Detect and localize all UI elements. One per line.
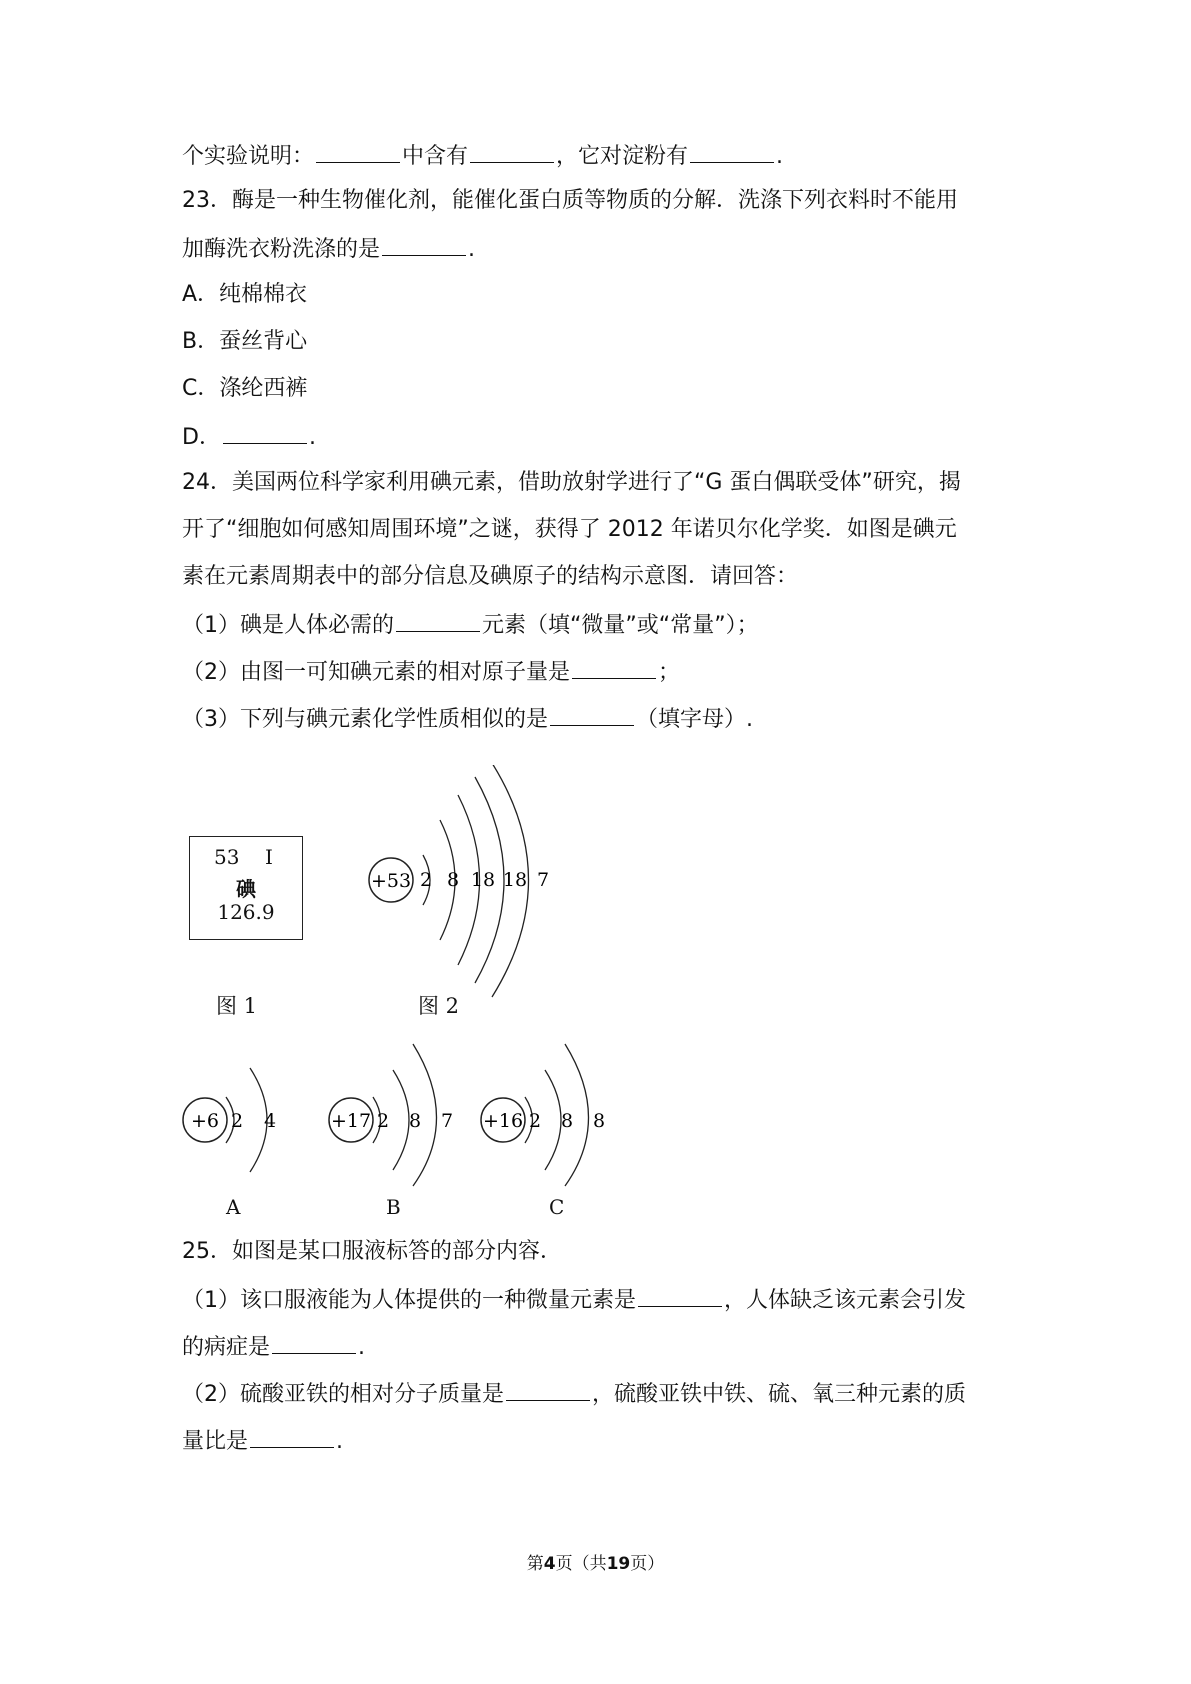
q22-text: .: [776, 144, 784, 169]
q25-part2-line1: [182, 1378, 966, 1410]
q24-stem-line2: 开了“细胞如何感知周围环境”之谜，获得了 2012 年诺贝尔化学奖．如图是碘元: [182, 517, 957, 542]
footer-text: 页）: [630, 1554, 665, 1574]
answer-blank: [250, 1425, 334, 1448]
nucleus-charge: +17: [330, 1110, 372, 1132]
answer-blank: [272, 1331, 356, 1354]
answer-blank: [572, 656, 656, 679]
figure-2-atom-diagram: [360, 765, 570, 1015]
q25-text: ，人体缺乏该元素会引发: [724, 1288, 967, 1313]
q24-part3: [182, 703, 753, 735]
atom-c-diagram: [477, 1040, 612, 1190]
shell-electron-count: 8: [446, 869, 460, 891]
q22-text: ，它对淀粉有: [556, 144, 689, 169]
shell-electron-count: 18: [470, 869, 496, 891]
q23-option-c: C．涤纶西裤: [182, 376, 308, 401]
q24-text: ；: [658, 660, 681, 685]
atom-a-label: A: [226, 1195, 241, 1219]
q23-text: .: [468, 237, 476, 262]
nucleus-charge: +16: [482, 1110, 524, 1132]
footer-text: 页（共: [555, 1554, 607, 1574]
q23-option-d: [182, 421, 316, 453]
page-number: 4: [543, 1554, 556, 1574]
answer-blank: [550, 703, 634, 726]
shell-electron-count: 4: [263, 1110, 277, 1132]
q25-text: 量比是: [182, 1429, 249, 1454]
q25-part2-line2: [182, 1425, 343, 1457]
q23-stem-line2: [182, 233, 475, 265]
shell-electron-count: 2: [376, 1110, 390, 1132]
footer-text: 第: [526, 1554, 544, 1574]
atom-c-label: C: [549, 1195, 565, 1219]
element-name: 碘: [236, 877, 256, 901]
shell-electron-count: 2: [230, 1110, 244, 1132]
q23-text: D．: [182, 425, 221, 450]
q25-stem: 25．如图是某口服液标答的部分内容．: [182, 1239, 562, 1264]
answer-blank: [316, 140, 400, 163]
q24-text: （填字母）.: [636, 707, 753, 732]
answer-blank: [638, 1284, 722, 1307]
page-footer: [0, 1549, 1191, 1574]
q25-text: 的病症是: [182, 1335, 271, 1360]
q25-text: （1）该口服液能为人体提供的一种微量元素是: [182, 1288, 636, 1313]
q23-stem-line1: 23．酶是一种生物催化剂，能催化蛋白质等物质的分解．洗涤下列衣料时不能用: [182, 188, 958, 213]
q24-text: 元素（填“微量”或“常量”）；: [482, 613, 759, 638]
element-symbol: I: [265, 845, 273, 869]
q22-text: 个实验说明：: [182, 144, 315, 169]
shell-electron-count: 7: [440, 1110, 454, 1132]
shell-electron-count: 7: [536, 869, 550, 891]
q23-text: .: [308, 425, 316, 450]
answer-blank: [506, 1378, 590, 1401]
q25-text: ，硫酸亚铁中铁、硫、氧三种元素的质: [592, 1382, 967, 1407]
shell-electron-count: 18: [502, 869, 528, 891]
q24-stem-line3: 素在元素周期表中的部分信息及碘原子的结构示意图．请回答：: [182, 564, 799, 589]
q25-part1-line2: [182, 1331, 365, 1363]
answer-blank: [470, 140, 554, 163]
q24-stem-line1: 24．美国两位科学家利用碘元素，借助放射学进行了“G 蛋白偶联受体”研究，揭: [182, 470, 961, 495]
atomic-mass: 126.9: [217, 900, 275, 924]
atom-a-diagram: [180, 1060, 290, 1185]
atom-b-diagram: [325, 1040, 460, 1190]
atom-b-label: B: [386, 1195, 401, 1219]
q25-text: .: [358, 1335, 366, 1360]
q25-text: （2）硫酸亚铁的相对分子质量是: [182, 1382, 504, 1407]
answer-blank: [382, 233, 466, 256]
answer-blank: [690, 140, 774, 163]
electron-shell-arc: [545, 1070, 561, 1170]
shell-electron-count: 8: [560, 1110, 574, 1132]
answer-blank: [396, 609, 480, 632]
q24-text: （2）由图一可知碘元素的相对原子量是: [182, 660, 570, 685]
q24-text: （1）碘是人体必需的: [182, 613, 394, 638]
nucleus-charge: +53: [370, 870, 412, 892]
page-total: 19: [606, 1554, 631, 1574]
q22-tail-line: [182, 140, 783, 172]
q24-part1: [182, 609, 759, 641]
q25-text: .: [336, 1429, 344, 1454]
electron-shell-arc: [393, 1070, 409, 1170]
figure-2-caption: 图 2: [418, 994, 460, 1018]
shell-electron-count: 8: [592, 1110, 606, 1132]
q23-text: 加酶洗衣粉洗涤的是: [182, 237, 381, 262]
figure-1-caption: 图 1: [216, 994, 258, 1018]
answer-blank: [223, 421, 307, 444]
atomic-number: 53: [214, 845, 240, 869]
q24-part2: [182, 656, 680, 688]
q22-text: 中含有: [402, 144, 469, 169]
shell-electron-count: 8: [408, 1110, 422, 1132]
shell-electron-count: 2: [528, 1110, 542, 1132]
shell-electron-count: 2: [419, 869, 433, 891]
q24-text: （3）下列与碘元素化学性质相似的是: [182, 707, 548, 732]
figure-1-element-cell: [189, 836, 303, 940]
q25-part1-line1: [182, 1284, 966, 1316]
nucleus-charge: +6: [190, 1110, 220, 1132]
q23-option-b: B．蚕丝背心: [182, 329, 308, 354]
q23-option-a: A．纯棉棉衣: [182, 282, 308, 307]
